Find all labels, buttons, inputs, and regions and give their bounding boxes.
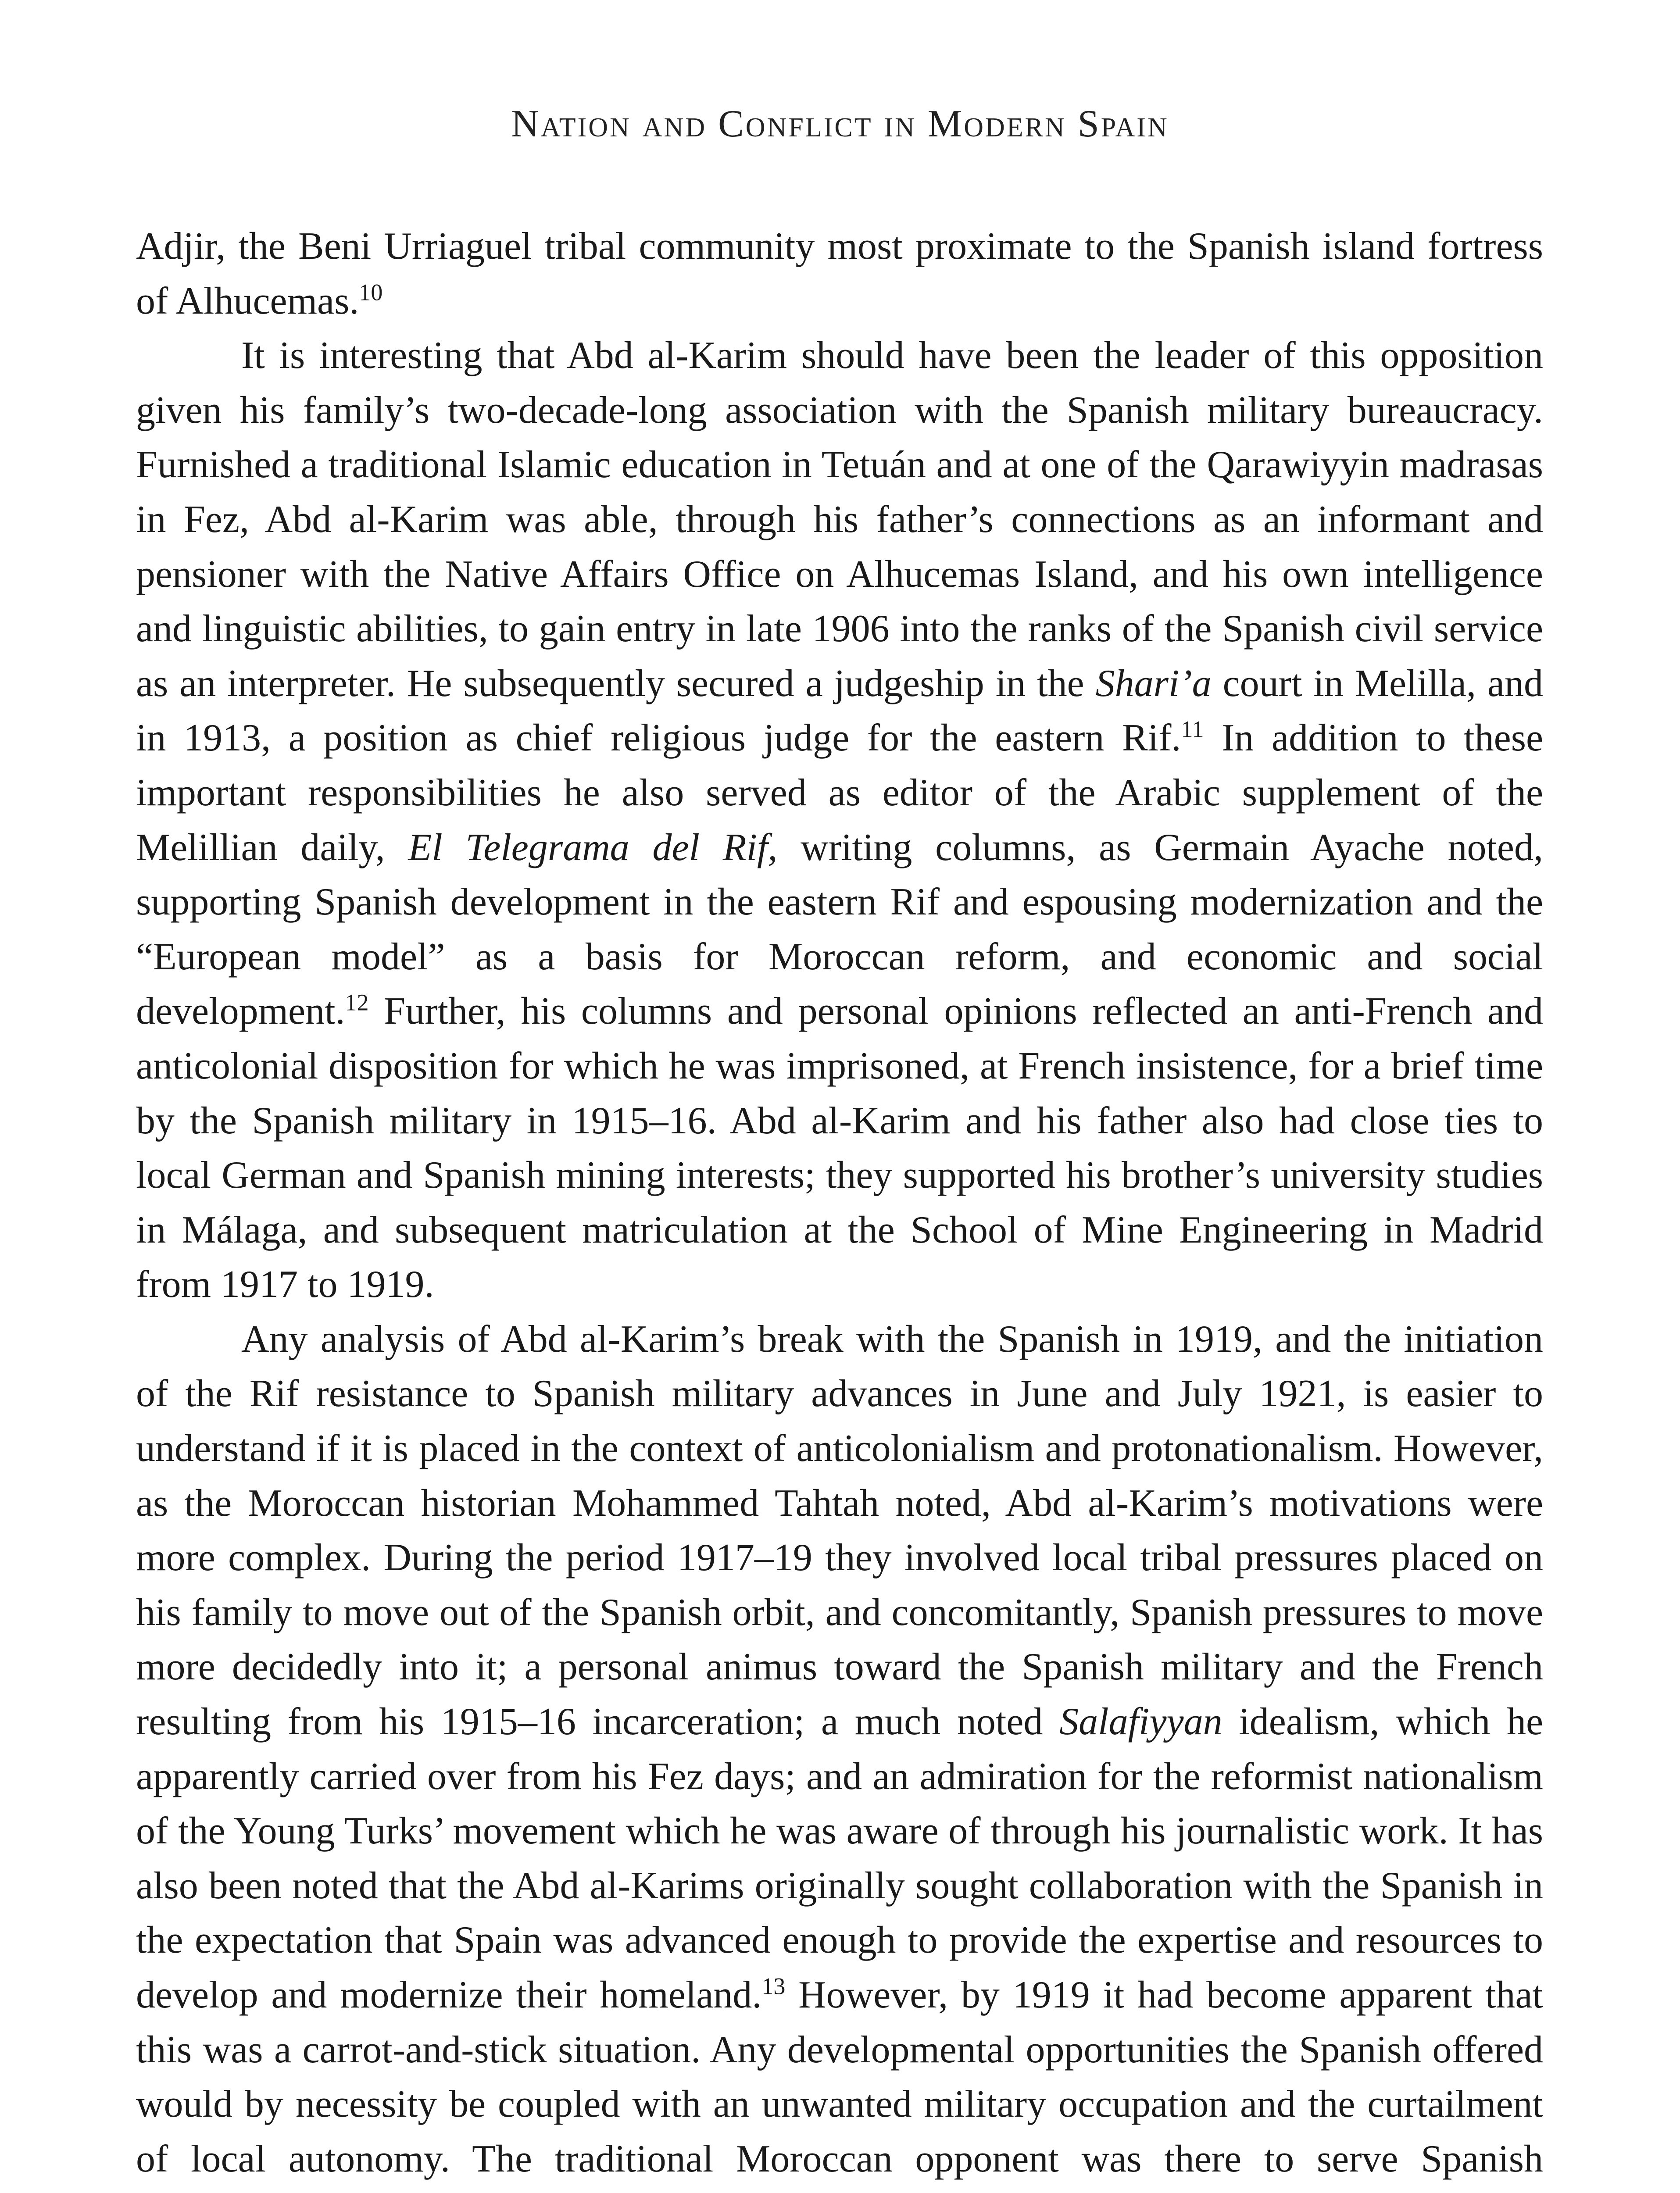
- text-run: idealism, which he apparently carried over from his Fez days; and an admiration for the reformist nationalism of the Young Turks’ movement which he was aware of through his journalistic work. It has also been noted that the Abd al-Karims originally sought collaboration with the Spanish in the expectation that Spain was advanced enough to provide the expertise and resources to develop and modernize their homeland.: [136, 1700, 1544, 2016]
- footnote-marker: 10: [359, 279, 383, 306]
- text-run: court in Melilla, and in 1913, a position as chief religious judge for the eastern Rif.: [136, 662, 1543, 760]
- footnote-marker: 11: [1181, 716, 1204, 743]
- text-run: However, by 1919 it had become apparent that this was a carrot-and-stick situation. Any developmental opportunities the Spanish offered would by necessity be coupled with an unwanted military occupation and the curtailment of local autonomy. The traditional Moroccan opponent was there to serve Spanish: [136, 1974, 1544, 2180]
- footnote-marker: 12: [345, 989, 369, 1016]
- italic-term: Salafiyyan: [1059, 1700, 1222, 1743]
- text-run: Any analysis of Abd al-Karim’s break with the Spanish in 1919, and the initiation of the Rif resistance to Spanish military advances in June and July 1921, is easier to understand if it is placed in the context of anticolonialism and protonationalism. However, as the Moroccan historian Mohammed Tahtah noted, Abd al-Karim’s motivations were more complex. During the period 1917–19 they involved local tribal pressures placed on his family to move out of the Spanish orbit, and concomitantly, Spanish pressures to move more decidedly into it; a personal animus toward the Spanish military and the French resulting from his 1915–16 incarceration; a much noted: [136, 1318, 1543, 1743]
- body-text: [136, 219, 1543, 2193]
- running-head: Nation and Conflict in Modern Spain: [511, 103, 1169, 145]
- text-run: In addition to these important responsibilities he also served as editor of the Arabic supplement of the Melillian daily,: [136, 717, 1543, 869]
- paragraph: [136, 1312, 1543, 2193]
- text-run: Further, his columns and personal opinions reflected an anti-French and anticolonial disposition for which he was imprisoned, at French insistence, for a brief time by the Spanish military in 1915–16. Abd al-Karim and his father also had close ties to local German and Spanish mining interests; they supported his brother’s university studies in Málaga, and subsequent matriculation at the School of Mine Engineering in Madrid from 1917 to 1919.: [136, 990, 1543, 1306]
- paragraph: [136, 219, 1543, 329]
- italic-term: El Telegrama del Rif,: [408, 826, 778, 869]
- paragraph: [136, 329, 1543, 1312]
- text-run: Adjir, the Beni Urriaguel tribal community most proximate to the Spanish island fortress of Alhucemas.: [136, 225, 1543, 322]
- footnote-marker: 13: [761, 1973, 786, 2000]
- text-run: It is interesting that Abd al-Karim should have been the leader of this opposition given his family’s two-decade-long association with the Spanish military bureaucracy. Furnished a traditional Islamic education in Tetuán and at one of the Qarawiyyin madrasas in Fez, Abd al-Karim was able, through his father’s connections as an informant and pensioner with the Native Affairs Office on Alhucemas Island, and his own intelligence and linguistic abilities, to gain entry in late 1906 into the ranks of the Spanish civil service as an interpreter. He subsequently secured a judgeship in the: [136, 334, 1543, 705]
- italic-term: Shari’a: [1095, 662, 1212, 705]
- text-run: writing columns, as Germain Ayache noted, supporting Spanish development in the eastern Rif and espousing modernization and the “European model” as a basis for Moroccan reform, and economic and social development.: [136, 826, 1543, 1033]
